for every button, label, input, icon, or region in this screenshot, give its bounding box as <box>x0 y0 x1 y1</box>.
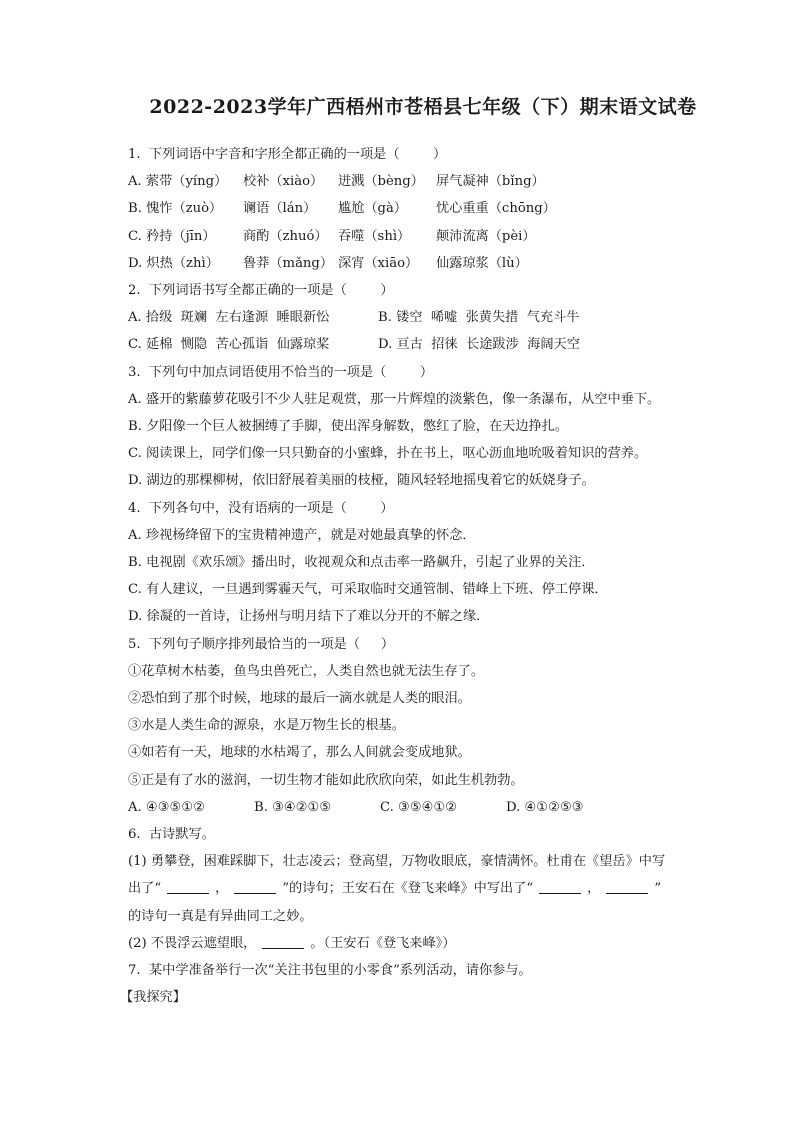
question-5-sentence-2: ②恐怕到了那个时候，地球的最后一滴水就是人类的眼泪。 <box>128 691 471 707</box>
question-4-option-c: C. 有人建议，一旦遇到雾霾天气，可采取临时交通管制、错峰上下班、停工停课． <box>128 582 608 598</box>
question-2-options-cd: C. 延棉 恻隐 苦心孤诣 仙露琼桨 D. 亘古 招徕 长途跋涉 海阔天空 <box>128 337 580 353</box>
answer-blank[interactable] <box>262 934 304 949</box>
question-5-sentence-4: ④如若有一天，地球的水枯竭了，那么人间就会变成地狱。 <box>128 745 471 761</box>
question-5-options: A. ④③⑤①② B. ③④②①⑤ C. ③⑤④①② D. ④①②⑤③ <box>128 799 584 815</box>
question-1-option-d: D. 炽热（zhì） 鲁莽（mǎng） 深宵（xiāo） 仙露琼浆（lù） <box>128 255 528 271</box>
question-6-part-2: (2) 不畏浮云遮望眼， 。（王安石《登飞来峰》） <box>128 935 456 951</box>
question-4-option-b: B. 电视剧《欢乐颂》播出时，收视观众和点击率一路飙升，引起了业界的关注． <box>128 555 595 571</box>
question-6-part-1-line-2: 出了“ ， ”的诗句；王安石在《登飞来峰》中写出了“ ， ” <box>128 881 662 897</box>
answer-blank[interactable] <box>539 879 581 894</box>
exam-title: 2022-2023学年广西梧州市苍梧县七年级（下）期末语文试卷 <box>149 96 697 118</box>
question-2-stem: 2. 下列词语书写全都正确的一项是（ ） <box>128 283 394 299</box>
question-4-option-a: A. 珍视杨绛留下的宝贵精神遗产，就是对她最真挚的怀念． <box>128 527 476 543</box>
question-1-option-b: B. 愧怍（zuò） 谰语（lán） 尴尬（gà） 忧心重重（chōng） <box>128 201 556 217</box>
answer-blank[interactable] <box>234 879 276 894</box>
question-1-stem: 1. 下列词语中字音和字形全都正确的一项是（ ） <box>128 147 447 162</box>
question-7-stem: 7. 某中学准备举行一次“关注书包里的小零食”系列活动，请你参与。 <box>128 963 532 979</box>
question-5-stem: 5. 下列句子顺序排列最恰当的一项是（ ） <box>128 636 395 652</box>
question-3-option-a: A. 盛开的紫藤萝花吸引不少人驻足观赏，那一片辉煌的淡紫色，像一条瀑布，从空中垂下。 <box>128 391 661 407</box>
question-1-option-c: C. 矜持（jīn） 商酌（zhuó） 吞噬（shì） 颠沛流离（pèi） <box>128 228 536 244</box>
question-3-option-c: C. 阅读课上，同学们像一只只勤奋的小蜜蜂，扑在书上，呕心沥血地吮吸着知识的营养。 <box>128 446 648 462</box>
question-3-stem: 3. 下列句中加点词语使用不恰当的一项是（ ） <box>128 364 434 380</box>
question-4-option-d: D. 徐凝的一首诗，让扬州与明月结下了难以分开的不解之缘． <box>128 609 490 625</box>
question-6-stem: 6. 古诗默写。 <box>128 827 215 843</box>
question-1-option-a: A. 萦带（yíng） 校补（xiào） 迸溅（bèng） 屏气凝神（bǐng） <box>128 174 545 190</box>
question-3-option-b: B. 夕阳像一个巨人被捆缚了手脚，使出浑身解数，憋红了脸，在天边挣扎。 <box>128 419 569 435</box>
question-3-option-d: D. 湖边的那棵柳树，依旧舒展着美丽的枝桠，随风轻轻地摇曳着它的妖娆身子。 <box>128 473 595 489</box>
question-5-sentence-1: ①花草树木枯萎，鱼鸟虫兽死亡，人类自然也就无法生存了。 <box>128 663 485 679</box>
question-7-section-heading: 【我探究】 <box>120 990 186 1006</box>
question-4-stem: 4. 下列各句中，没有语病的一项是（ ） <box>128 500 394 516</box>
question-6-part-1-line-1: (1) 勇攀登，困难踩脚下，壮志凌云；登高望，万物收眼底，豪情满怀。杜甫在《望岳》中写 <box>128 854 666 870</box>
question-5-sentence-5: ⑤正是有了水的滋润，一切生物才能如此欣欣向荣，如此生机勃勃。 <box>128 772 524 788</box>
answer-blank[interactable] <box>606 879 648 894</box>
question-6-part-1-line-3: 的诗句一真是有异曲同工之妙。 <box>128 908 313 924</box>
answer-blank[interactable] <box>167 879 209 894</box>
question-5-sentence-3: ③水是人类生命的源泉，水是万物生长的根基。 <box>128 718 405 734</box>
question-2-options-ab: A. 拾级 斑斓 左右逢源 睡眼新忪 B. 镂空 唏嘘 张黄失措 气充斗牛 <box>128 310 580 326</box>
